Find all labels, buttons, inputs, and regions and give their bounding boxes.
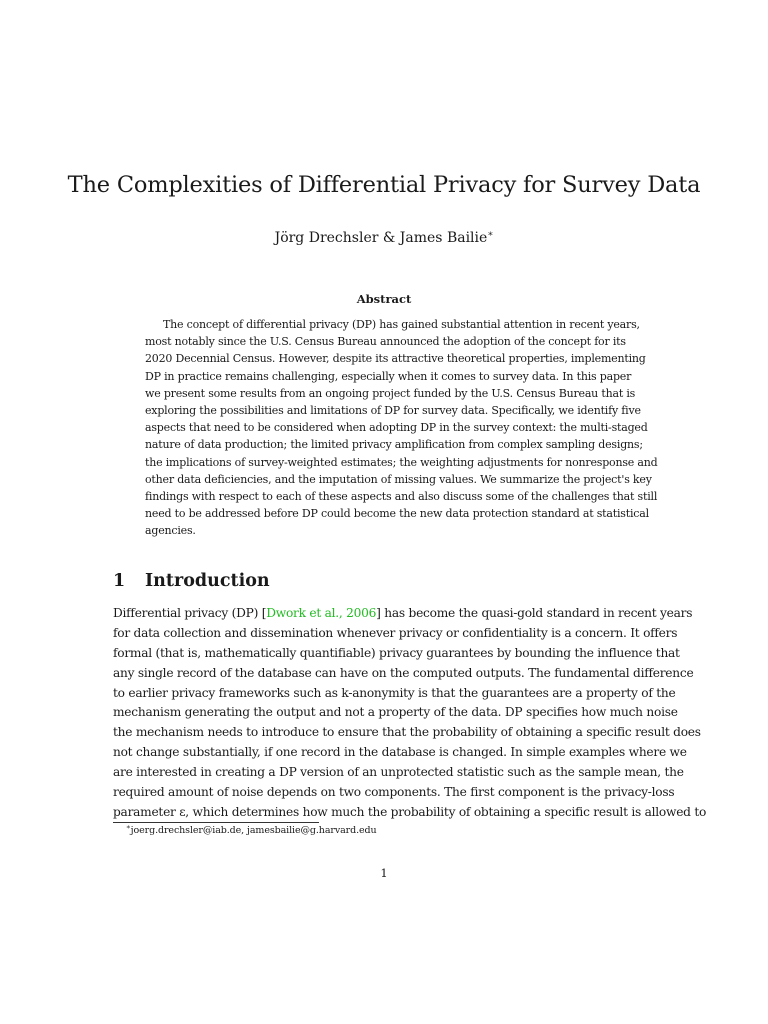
body-line: formal (that is, mathematically quantifiable) privacy guarantees by bounding the influence that xyxy=(113,645,680,660)
abstract-line: aspects that need to be considered when adopting DP in the survey context: the multi-staged xyxy=(145,421,648,435)
abstract-line: agencies. xyxy=(145,524,196,538)
footnote-rule xyxy=(113,822,319,823)
abstract-line: we present some results from an ongoing project funded by the U.S. Census Bureau that is xyxy=(145,386,636,400)
abstract-line: most notably since the U.S. Census Bureau announced the adoption of the concept for its xyxy=(145,335,626,349)
introduction-body xyxy=(113,604,707,823)
footnote xyxy=(126,822,377,836)
abstract-body xyxy=(145,316,658,539)
body-line: any single record of the database can have on the computed outputs. The fundamental difference xyxy=(113,665,694,680)
paper-title: The Complexities of Differential Privacy for Survey Data xyxy=(67,172,701,198)
body-line: for data collection and dissemination whenever privacy or confidentiality is a concern. It offers xyxy=(113,625,678,640)
author-footnote-mark: ∗ xyxy=(487,229,494,240)
footnote-text: joerg.drechsler@iab.de, jamesbailie@g.harvard.edu xyxy=(130,825,377,836)
abstract-line: 2020 Decennial Census. However, despite its attractive theoretical properties, implementing xyxy=(145,352,646,366)
citation-link[interactable]: Dwork et al., 2006 xyxy=(266,606,377,620)
body-text: ] has become the quasi-gold standard in recent years xyxy=(376,606,693,620)
abstract-line: findings with respect to each of these aspects and also discuss some of the challenges that still xyxy=(145,489,658,503)
author-names: Jörg Drechsler & James Bailie xyxy=(274,230,488,246)
abstract-line: DP in practice remains challenging, especially when it comes to survey data. In this paper xyxy=(145,369,632,383)
section-number: 1 xyxy=(113,571,126,591)
page-number: 1 xyxy=(380,866,388,880)
body-line: required amount of noise depends on two components. The first component is the privacy-loss xyxy=(113,785,675,800)
abstract-line: the implications of survey-weighted estimates; the weighting adjustments for nonresponse and xyxy=(145,455,658,469)
section-title: Introduction xyxy=(145,571,270,591)
footnote-mark: ∗ xyxy=(126,822,131,831)
abstract-heading: Abstract xyxy=(356,292,412,306)
abstract-line: nature of data production; the limited privacy amplification from complex sampling designs; xyxy=(145,438,643,452)
body-line: not change substantially, if one record in the database is changed. In simple examples where we xyxy=(113,745,687,760)
abstract-line: need to be addressed before DP could become the new data protection standard at statistical xyxy=(145,507,649,521)
body-text: Differential privacy (DP) [ xyxy=(113,606,267,620)
authors xyxy=(0,230,768,246)
abstract-line: other data deficiencies, and the imputation of missing values. We summarize the project's key xyxy=(145,472,652,486)
abstract-line: The concept of differential privacy (DP) has gained substantial attention in recent years, xyxy=(163,318,640,331)
section-heading xyxy=(113,571,270,591)
body-line: parameter ε, which determines how much the probability of obtaining a specific result is allowed to xyxy=(113,804,707,819)
body-line: mechanism generating the output and not a property of the data. DP specifies how much noise xyxy=(113,705,678,720)
body-line xyxy=(113,604,693,624)
abstract-line: exploring the possibilities and limitations of DP for survey data. Specifically, we identify five xyxy=(145,403,641,417)
body-line: to earlier privacy frameworks such as k-anonymity is that the guarantees are a property of the xyxy=(113,685,676,700)
body-line: are interested in creating a DP version of an unprotected statistic such as the sample mean, the xyxy=(113,765,684,780)
body-line: the mechanism needs to introduce to ensure that the probability of obtaining a specific result does xyxy=(113,725,701,740)
